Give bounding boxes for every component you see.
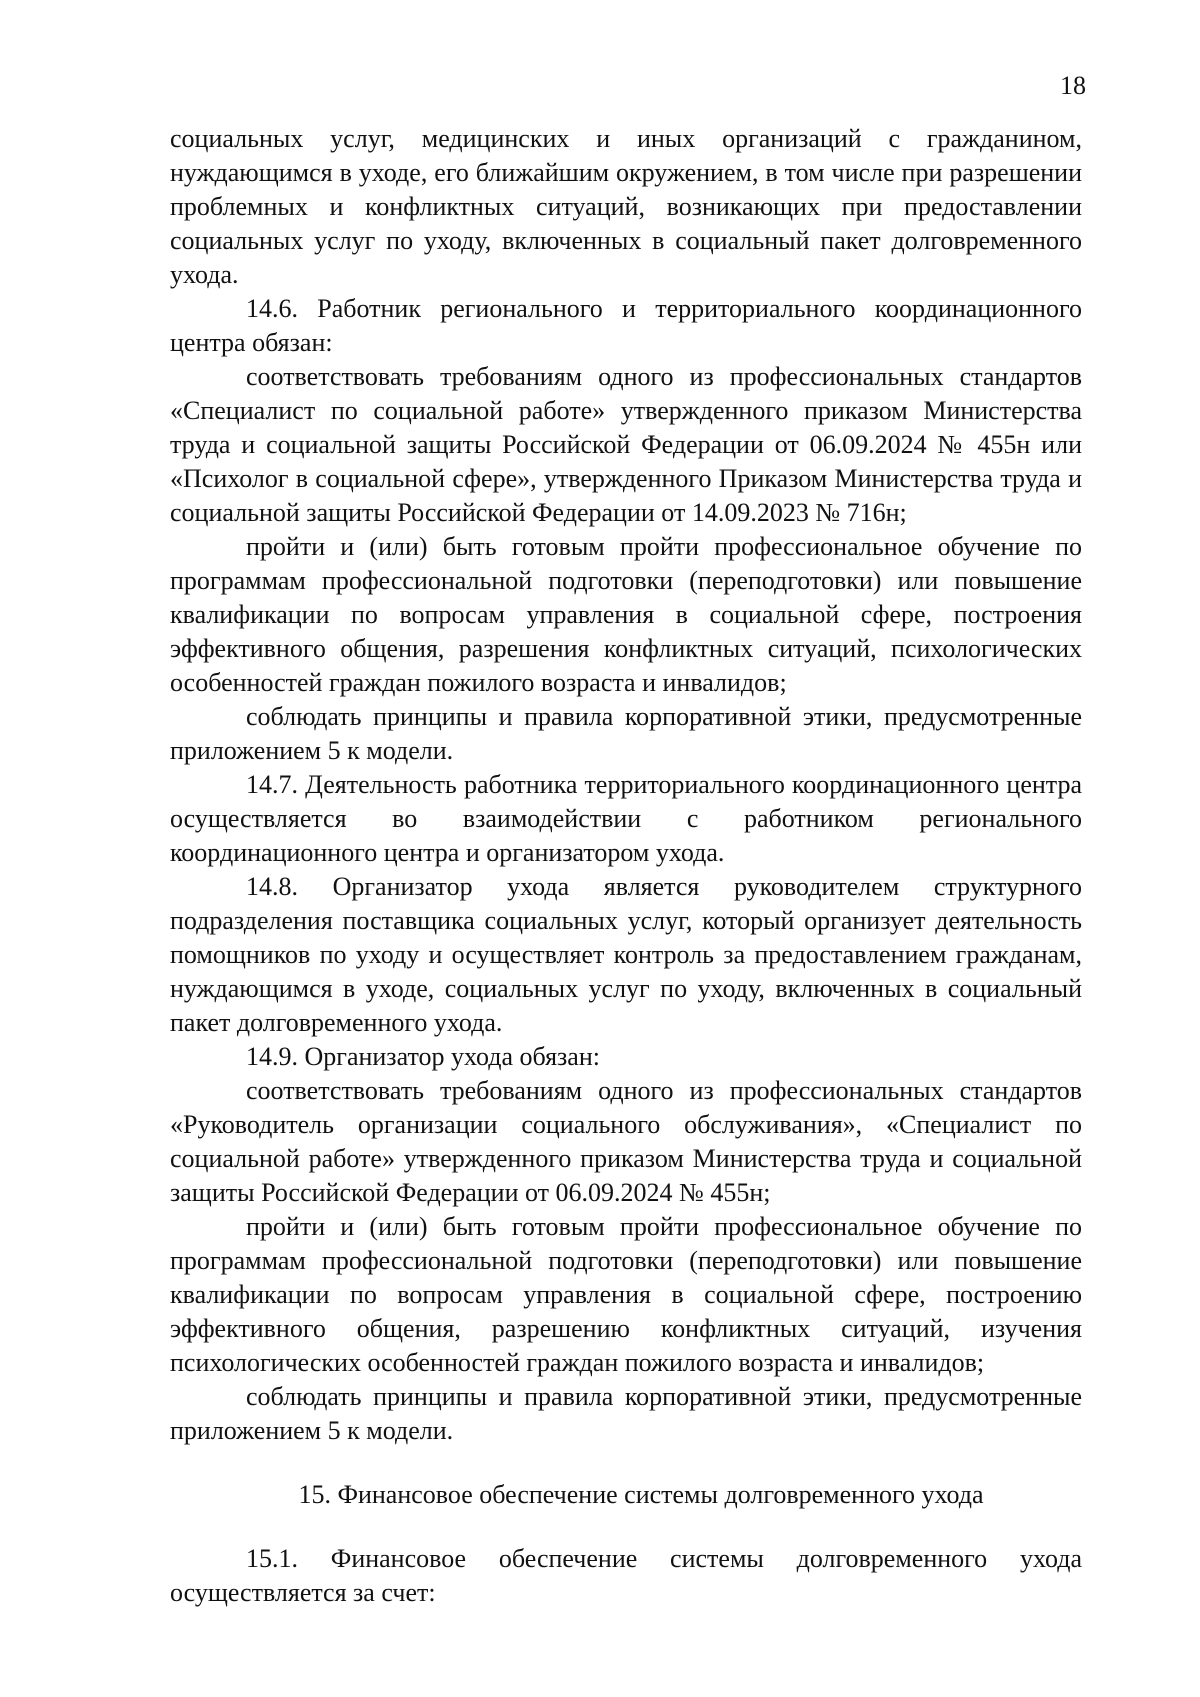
clause-14-6-requirement-training: пройти и (или) быть готовым пройти профессиональное обучение по программам профессиональной подготовки (переподготовки) или повышение квалификации по вопросам управления в социальной сфере, построения эффективного общения, разрешения конфликтных ситуаций, психологических особенностей граждан пожилого возраста и инвалидов;: [170, 532, 1082, 697]
paragraph-continuation: социальных услуг, медицинских и иных организаций с гражданином, нуждающимся в уходе, его ближайшим окружением, в том числе при разрешении проблемных и конфликтных ситуаций, возникающих при предоставлении социальных услуг по уходу, включенных в социальный пакет долговременного ухода.: [170, 124, 1082, 289]
section-heading: 15. Финансовое обеспечение системы долговременного ухода: [298, 1480, 984, 1509]
clause-14-6-requirement-standards: соответствовать требованиям одного из профессиональных стандартов «Специалист по социальной работе» утвержденного приказом Министерства труда и социальной защиты Российской Федерации от 06.09.2024 № 455н или «Психолог в социальной сфере», утвержденного Приказом Министерства труда и социальной защиты Российской Федерации от 14.09.2023 № 716н;: [170, 362, 1082, 527]
clause-14-9-requirement-training: пройти и (или) быть готовым пройти профессиональное обучение по программам профессиональной подготовки (переподготовки) или повышение квалификации по вопросам управления в социальной сфере, построению эффективного общения, разрешению конфликтных ситуаций, изучения психологических особенностей граждан пожилого возраста и инвалидов;: [170, 1212, 1082, 1377]
clause-15-1: 15.1. Финансовое обеспечение системы долговременного ухода осуществляется за счет:: [170, 1544, 1082, 1607]
clause-14-8: 14.8. Организатор ухода является руководителем структурного подразделения поставщика социальных услуг, который организует деятельность помощников по уходу и осуществляет контроль за предоставлением гражданам, нуждающимся в уходе, социальных услуг по уходу, включенных в социальный пакет долговременного ухода.: [170, 872, 1082, 1037]
clause-14-6: 14.6. Работник регионального и территориального координационного центра обязан:: [170, 294, 1082, 357]
clause-14-9: 14.9. Организатор ухода обязан:: [246, 1042, 600, 1071]
document-body: [170, 122, 1082, 1610]
clause-14-7: 14.7. Деятельность работника территориального координационного центра осуществляется во взаимодействии с работником регионального координационного центра и организатором ухода.: [170, 770, 1082, 867]
clause-14-9-requirement-ethics: соблюдать принципы и правила корпоративной этики, предусмотренные приложением 5 к модели.: [170, 1382, 1082, 1445]
page-number: 18: [1060, 71, 1086, 100]
clause-14-9-requirement-standards: соответствовать требованиям одного из профессиональных стандартов «Руководитель организации социального обслуживания», «Специалист по социальной работе» утвержденного приказом Министерства труда и социальной защиты Российской Федерации от 06.09.2024 № 455н;: [170, 1076, 1082, 1207]
clause-14-6-requirement-ethics: соблюдать принципы и правила корпоративной этики, предусмотренные приложением 5 к модели.: [170, 702, 1082, 765]
